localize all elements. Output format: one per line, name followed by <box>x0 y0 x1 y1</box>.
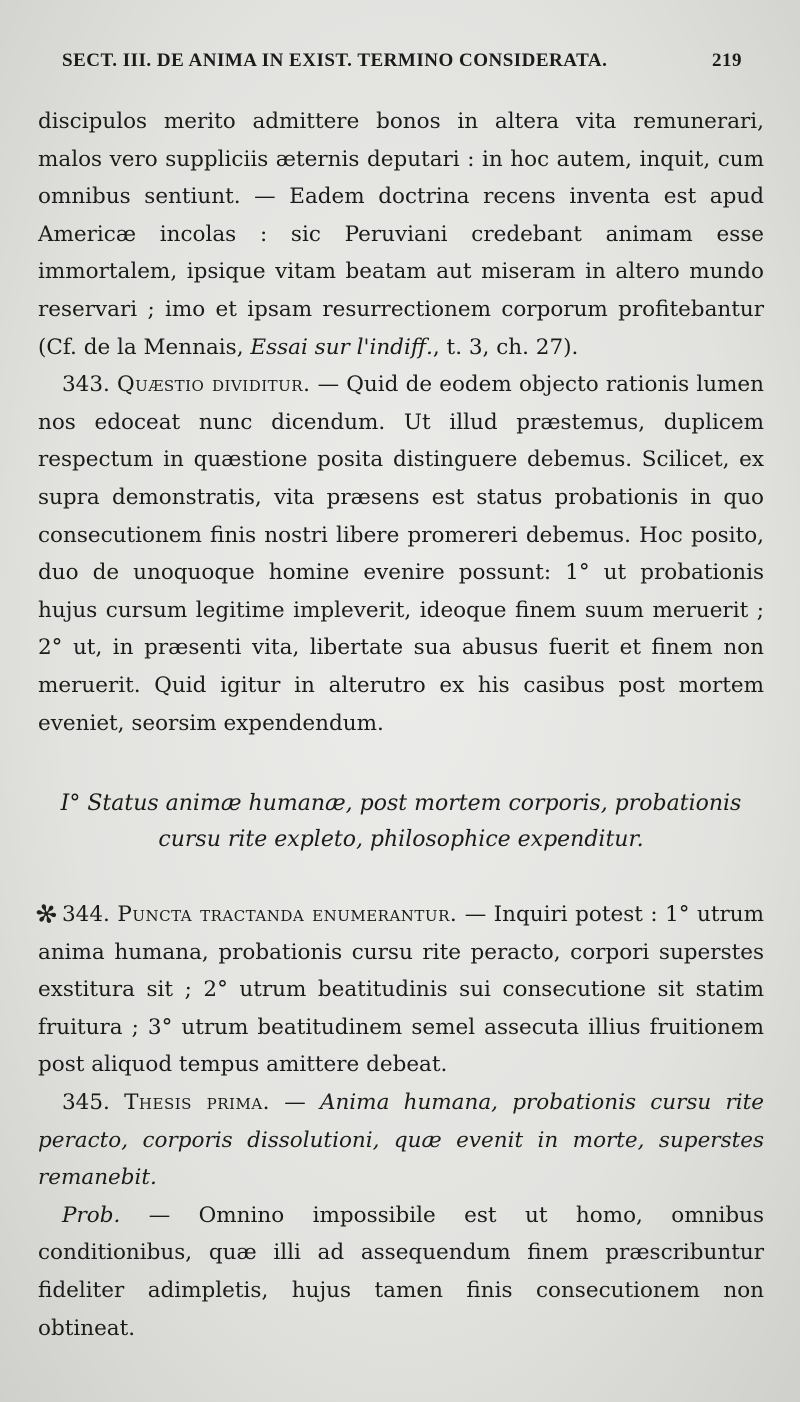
page-header <box>62 50 742 72</box>
section-heading <box>38 786 764 858</box>
paragraph-text: — Omnino impossibile est ut homo, omnibus conditionibus, quæ illi ad assequendum finem præscribuntur fideliter adimpletis, hujus tamen finis consecutionem non obtineat. <box>38 1202 764 1341</box>
paragraph-number: 343. <box>62 372 110 398</box>
paragraph-345 <box>38 1084 764 1197</box>
paragraph-prob <box>38 1197 764 1347</box>
paragraph-lead: Puncta tractanda enumerantur. <box>117 902 458 928</box>
paragraph-lead: Thesis prima. <box>124 1090 270 1116</box>
page-body <box>38 103 764 1347</box>
running-head: SECT. III. DE ANIMA IN EXIST. TERMINO CONSIDERATA. <box>62 50 608 71</box>
thesis-text: Anima humana, probationis cursu rite peracto, corporis dissolutioni, quæ evenit in morte, superstes remanebit. <box>38 1090 764 1191</box>
paragraph-number: 345. <box>62 1090 110 1116</box>
paragraph-lead: Prob. <box>62 1202 121 1228</box>
page-number: 219 <box>712 50 742 71</box>
paragraph-text: — Inquiri potest : 1° utrum anima humana, probationis cursu rite peracto, corpori superstes exstitura sit ; 2° utrum beatitudinis sui consecutione sit statim fruitura ; 3° utrum beatitudinem semel assecuta illius fruitionem post aliquod tempus amittere debeat. <box>38 902 764 1078</box>
paragraph-344 <box>38 896 764 1084</box>
paragraph-343 <box>38 366 764 742</box>
paragraph-text-end: , t. 3, ch. 27). <box>432 334 579 360</box>
paragraph-number: 344. <box>62 902 110 928</box>
paragraph-dash: — <box>270 1090 320 1116</box>
paragraph-continued <box>38 103 764 366</box>
cited-title: Essai sur l'indiff. <box>250 334 433 360</box>
section-heading-line-2: cursu rite expleto, philosophice expenditur. <box>158 827 644 853</box>
paragraph-text: — Quid de eodem objecto rationis lumen nos edoceat nunc dicendum. Ut illud præstemus, duplicem respectum in quæstione posita distinguere debemus. Scilicet, ex supra demonstratis, vita præsens est status probationis in quo consecutionem finis nostri libere promereri debemus. Hoc posito, duo de unoquoque homine evenire possunt: 1° ut probationis hujus cursum legitime impleverit, ideoque finem suum meruerit ; 2° ut, in præsenti vita, libertate sua abusus fuerit et finem non meruerit. Quid igitur in alterutro ex his casibus post mortem eveniet, seorsim expendendum. <box>38 372 764 736</box>
section-heading-line-1: I° Status animæ humanæ, post mortem corporis, probationis <box>60 791 742 817</box>
margin-mark: ✻ <box>31 897 63 933</box>
paragraph-lead: Quæstio dividitur. <box>117 372 311 398</box>
paragraph-text: discipulos merito admittere bonos in altera vita remunerari, malos vero suppliciis æternis deputari : in hoc autem, inquit, cum omnibus sentiunt. — Eadem doctrina recens inventa est apud Americæ incolas : sic Peruviani credebant animam esse immortalem, ipsique vitam beatam aut miseram in altero mundo reservari ; imo et ipsam resurrectionem corporum profitebantur (Cf. de la Mennais, <box>38 109 764 360</box>
